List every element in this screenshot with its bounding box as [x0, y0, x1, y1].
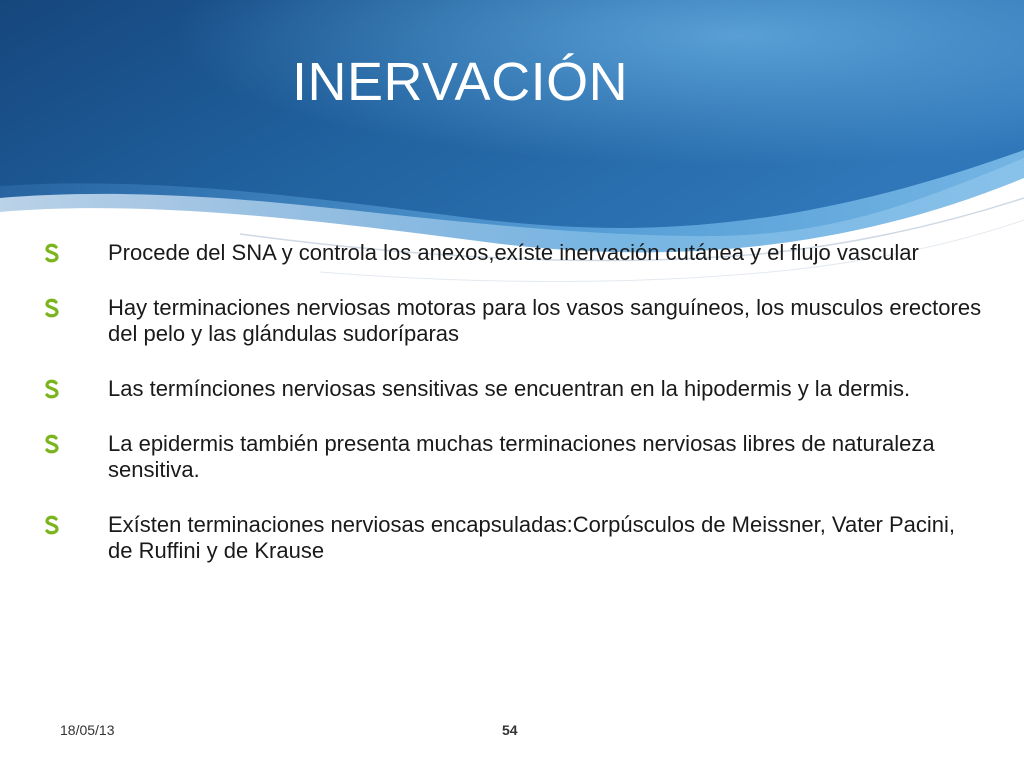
page-number: 54: [502, 722, 518, 738]
bullet-item: [44, 512, 984, 564]
bullet-text: Procede del SNA y controla los anexos,exíste inervación cutánea y el flujo vascular: [108, 240, 919, 265]
s-swirl-icon: [44, 434, 60, 454]
bullet-text: Exísten terminaciones nerviosas encapsuladas:Corpúsculos de Meissner, Vater Pacini, de Ruffini y de Krause: [108, 512, 956, 563]
bullet-item: [44, 376, 984, 402]
s-swirl-icon: [44, 298, 60, 318]
footer-date: 18/05/13: [60, 722, 115, 738]
s-swirl-icon: [44, 515, 60, 535]
bullet-item: [44, 295, 984, 347]
bullet-item: [44, 431, 984, 483]
bullet-text: Hay terminaciones nerviosas motoras para los vasos sanguíneos, los musculos erectores del pelo y las glándulas sudoríparas: [108, 295, 982, 346]
bullet-list: [44, 240, 984, 593]
bullet-text: La epidermis también presenta muchas terminaciones nerviosas libres de naturaleza sensitiva.: [108, 431, 935, 482]
s-swirl-icon: [44, 243, 60, 263]
s-swirl-icon: [44, 379, 60, 399]
bullet-item: [44, 240, 984, 266]
bullet-text: Las termínciones nerviosas sensitivas se encuentran en la hipodermis y la dermis.: [108, 376, 911, 401]
slide-title: INERVACIÓN: [292, 52, 629, 112]
